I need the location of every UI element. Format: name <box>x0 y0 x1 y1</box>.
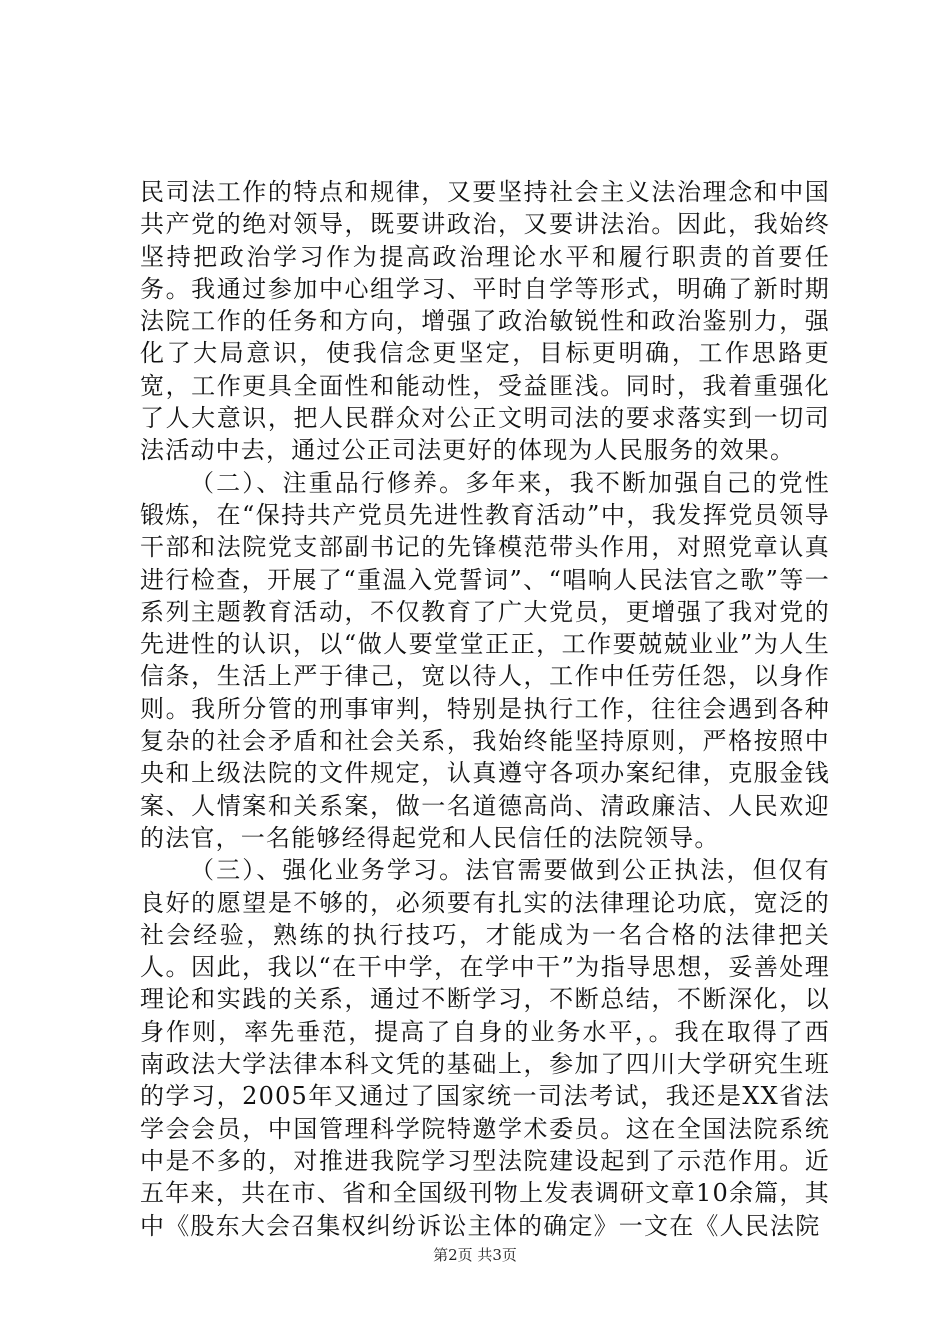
paragraph-professional-study: （三）、强化业务学习。法官需要做到公正执法，但仅有良好的愿望是不够的，必须要有扎实的法律理论功底，宽泛的社会经验，熟练的执行技巧，才能成为一名合格的法律把关人。因此，我以“在干中学，在学中干”为指导思想，妥善处理理论和实践的关系，通过不断学习，不断总结，不断深化，以身作则，率先垂范，提高了自身的业务水平，。我在取得了西南政法大学法律本科文凭的基础上，参加了四川大学研究生班的学习，2005年又通过了国家统一司法考试，我还是XX省法学会会员，中国管理科学院特邀学术委员。这在全国法院系统中是不多的，对推进我院学习型法院建设起到了示范作用。近五年来，共在市、省和全国级刊物上发表调研文章10余篇，其中《股东大会召集权纠纷诉讼主体的确定》一文在《人民法院 <box>140 856 830 1240</box>
paragraph-character-cultivation: （二）、注重品行修养。多年来，我不断加强自己的党性锻炼，在“保持共产党员先进性教育活动”中，我发挥党员领导干部和法院党支部副书记的先锋模范带头作用，对照党章认真进行检查，开展了“重温入党誓词”、“唱响人民法官之歌”等一系列主题教育活动，不仅教育了广大党员，更增强了我对党的先进性的认识，以“做人要堂堂正正，工作要兢兢业业”为人生信条，生活上严于律己，宽以待人，工作中任劳任怨，以身作则。我所分管的刑事审判，特别是执行工作，往往会遇到各种复杂的社会矛盾和社会关系，我始终能坚持原则，严格按照中央和上级法院的文件规定，认真遵守各项办案纪律，克服金钱案、人情案和关系案，做一名道德高尚、清政廉洁、人民欢迎的法官，一名能够经得起党和人民信任的法院领导。 <box>140 468 830 852</box>
paragraph-continuation: 民司法工作的特点和规律，又要坚持社会主义法治理念和中国共产党的绝对领导，既要讲政治，又要讲法治。因此，我始终坚持把政治学习作为提高政治理论水平和履行职责的首要任务。我通过参加中心组学习、平时自学等形式，明确了新时期法院工作的任务和方向，增强了政治敏锐性和政治鉴别力，强化了大局意识，使我信念更坚定，目标更明确，工作思路更宽，工作更具全面性和能动性，受益匪浅。同时，我着重强化了人大意识，把人民群众对公正文明司法的要求落实到一切司法活动中去，通过公正司法更好的体现为人民服务的效果。 <box>140 178 830 465</box>
page-number-footer: 第2页 共3页 <box>433 1246 517 1264</box>
document-body <box>140 176 830 1242</box>
